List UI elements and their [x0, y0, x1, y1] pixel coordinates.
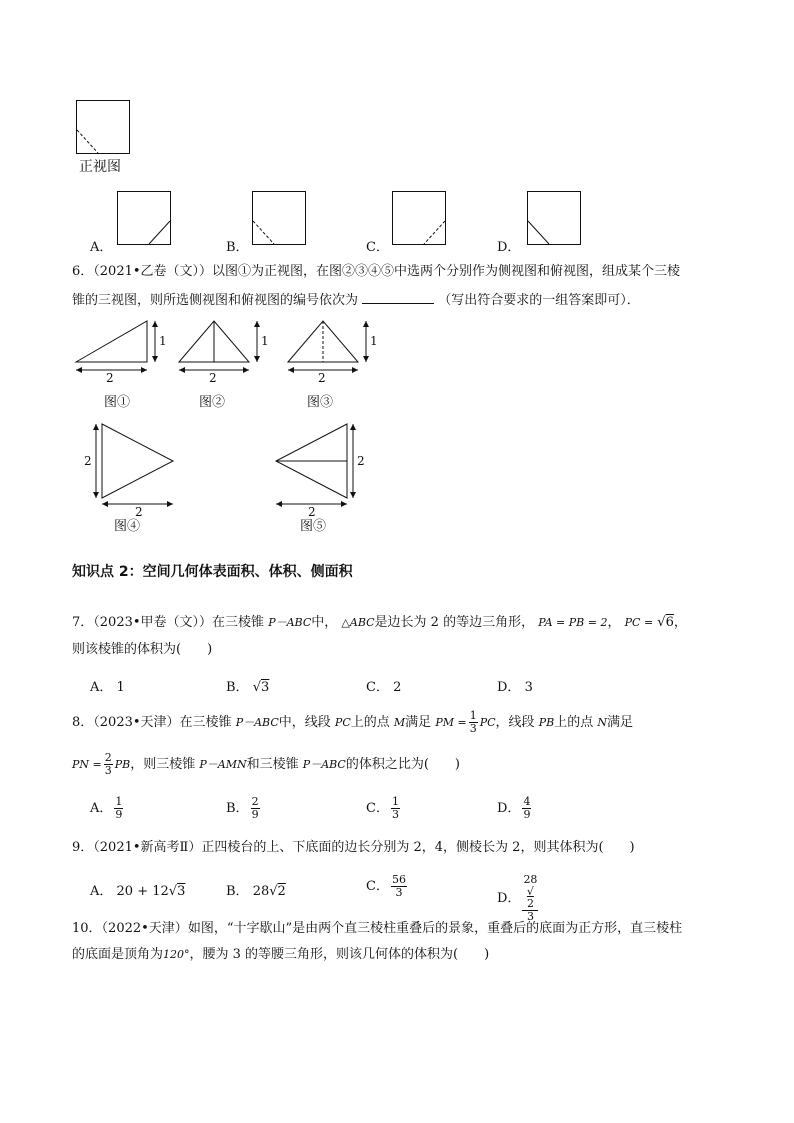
q6-figure-1-label: 图① — [104, 395, 131, 410]
front-view-figure — [76, 100, 132, 156]
q7-comma: ， — [607, 615, 621, 630]
q6-line1 — [72, 263, 680, 281]
q10-line2: 的底面是顶角为120°，腰为 3 的等腰三角形，则该几何体的体积为( ) — [72, 947, 490, 962]
q7-triangle: △ABC — [341, 616, 375, 629]
q5-option-d-figure — [527, 191, 583, 247]
q7-t3: 是边长为 2 的等边三角形， — [374, 615, 535, 630]
q6-figure-2-height: 1 — [261, 334, 269, 348]
q6-figure-2-width: 2 — [209, 371, 217, 385]
q6-text-line2-b: （写出符合要求的一组答案即可）． — [438, 293, 640, 308]
q7-line2: 则该棱锥的体积为( ) — [72, 642, 213, 657]
q5-option-d[interactable]: D． — [497, 240, 521, 255]
q6-figure-4 — [82, 423, 182, 519]
q5-option-c[interactable]: C． — [366, 240, 389, 255]
q6-figure-4-label: 图④ — [114, 519, 141, 534]
q10-number: 10． — [72, 921, 102, 936]
q6-figure-2 — [178, 320, 269, 385]
q5-option-a[interactable]: A． — [90, 240, 113, 255]
q6-figure-1-width: 2 — [106, 371, 114, 385]
q6-figure-3-label: 图③ — [307, 395, 334, 410]
q7-source: （2023•甲卷（文）） — [93, 615, 213, 630]
q8-line1: 8．（2023•天津）在三棱锥 P－ABC中，线段 PC上的点 M满足 PM = $\frac{1}{3}$ PC，线段 PB上的点 N满足 — [72, 709, 633, 735]
q7-line1: 7．（2023•甲卷（文））在三棱锥 P－ABC中， △ABC是边长为 2 的等边三角形， PA = PB = 2， PC = √6， — [72, 615, 687, 630]
q9-source: （2021•新高考Ⅱ） — [93, 840, 202, 855]
q8-option-b[interactable]: B． $\frac{2}{9}$ — [226, 795, 259, 821]
q9-option-a[interactable]: A． 20 + 12√3 — [90, 884, 186, 899]
q9-line1 — [72, 839, 635, 857]
front-view-label: 正视图 — [79, 159, 121, 175]
q8-option-d[interactable]: D． $\frac{4}{9}$ — [497, 795, 531, 821]
q6-answer-blank[interactable] — [362, 290, 434, 304]
q6-figure-3 — [287, 320, 378, 385]
q6-figure-5 — [275, 423, 375, 519]
q6-figure-1-height: 1 — [159, 334, 167, 348]
q5-option-c-figure — [392, 191, 448, 247]
q6-figure-5-height: 2 — [357, 454, 365, 468]
q7-option-d[interactable]: D． 3 — [497, 680, 533, 695]
q7-t1: 在三棱锥 — [212, 615, 265, 630]
q8-number: 8． — [72, 715, 94, 730]
q6-number: 6． — [72, 264, 94, 279]
q9-text: 正四棱台的上、下底面的边长分别为 2，4，侧棱长为 2，则其体积为( ) — [201, 840, 635, 855]
q9-number: 9． — [72, 840, 94, 855]
q5-option-a-figure — [117, 191, 173, 247]
q6-figure-2-label: 图② — [199, 395, 226, 410]
q9-option-b[interactable]: B． 28√2 — [226, 884, 286, 899]
q6-line2 — [72, 290, 640, 310]
q9-option-c[interactable]: C． $\frac{56}{3}$ — [366, 873, 406, 899]
q5-option-b[interactable]: B． — [226, 240, 249, 255]
q7-cond2: PC = — [624, 616, 654, 629]
q7-option-b[interactable]: B． √3 — [226, 680, 270, 695]
q10-source: （2022•天津） — [101, 921, 188, 936]
q6-text-line2-a: 锥的三视图，则所选侧视图和俯视图的编号依次为 — [72, 293, 359, 308]
q7-pabc: P－ABC — [268, 616, 312, 629]
q8-line2: PN = $\frac{2}{3}$ PB，则三棱锥 P－AMN和三棱锥 P－ABC的体积之比为( ) — [72, 751, 461, 777]
q10-line1 — [72, 920, 682, 938]
q6-figure-3-height: 1 — [370, 334, 378, 348]
q7-sqrt6: 6 — [665, 615, 674, 630]
q6-figure-4-height: 2 — [84, 454, 92, 468]
q7-cond1: PA = PB = 2 — [538, 616, 608, 629]
q6-figure-5-width: 2 — [308, 505, 316, 519]
q7-option-c[interactable]: C． 2 — [366, 680, 402, 695]
q7-number: 7． — [72, 615, 94, 630]
section-2-title: 知识点 2：空间几何体表面积、体积、侧面积 — [72, 564, 353, 580]
q7-t2: 中， — [311, 615, 338, 630]
q9-option-d[interactable]: D． 28 √ 2 3 — [497, 873, 538, 923]
q7-option-a[interactable]: A． 1 — [90, 680, 125, 695]
q8-option-c[interactable]: C． $\frac{1}{3}$ — [366, 795, 399, 821]
q8-source: （2023•天津） — [93, 715, 180, 730]
q6-text-line1: 以图①为正视图，在图②③④⑤中选两个分别作为侧视图和俯视图，组成某个三棱 — [212, 264, 681, 279]
q6-figure-4-width: 2 — [135, 505, 143, 519]
q5-option-b-figure — [252, 191, 308, 247]
q6-figure-5-label: 图⑤ — [300, 519, 327, 534]
q8-option-a[interactable]: A． $\frac{1}{9}$ — [90, 795, 123, 821]
q6-figure-1 — [75, 320, 167, 385]
q6-source: （2021•乙卷（文）） — [93, 264, 213, 279]
q6-figure-3-width: 2 — [318, 371, 326, 385]
q10-text-line1: 如图，“十字歇山”是由两个直三棱柱重叠后的景象，重叠后的底面为正方形，直三棱柱 — [187, 921, 683, 936]
